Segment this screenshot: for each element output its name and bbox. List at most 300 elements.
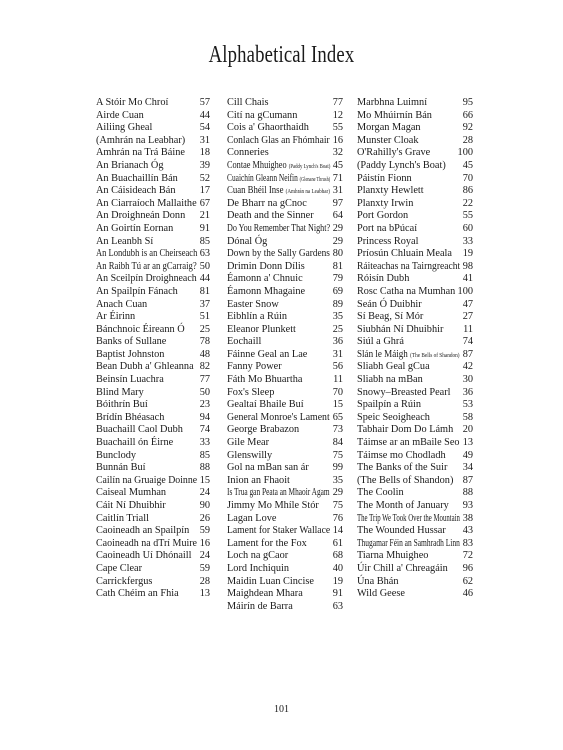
entry-title [96, 122, 152, 135]
entry-title [96, 311, 135, 324]
entry-title-text: Carrickfergus [96, 575, 153, 587]
entry-title [96, 576, 152, 589]
index-entry [227, 399, 343, 412]
entry-title [227, 210, 314, 223]
entry-title [96, 487, 166, 500]
index-entry [96, 286, 210, 299]
entry-title-text: Maighdean Mhara [227, 588, 303, 600]
entry-title [227, 286, 305, 299]
entry-page: 81 [199, 285, 210, 297]
entry-title [96, 185, 176, 198]
index-entry [96, 450, 210, 463]
entry-title-text: Easter Snow [227, 298, 279, 310]
entry-title [357, 122, 421, 135]
entry-title-text: Down by the Sally Gardens [227, 248, 330, 260]
entry-title [96, 462, 145, 475]
index-entry [357, 450, 473, 463]
entry-title [227, 487, 330, 500]
entry-page: 25 [332, 323, 343, 335]
index-entry [357, 487, 473, 500]
index-entry [96, 387, 210, 400]
entry-page: 75 [332, 449, 343, 461]
entry-title-text: Caiseal Mumhan [96, 487, 167, 499]
entry-title-text: Cuaichín Gleann Neifin [227, 172, 298, 184]
index-entry [227, 462, 343, 475]
entry-title [227, 185, 330, 199]
index-entry [227, 223, 343, 236]
entry-page: 78 [199, 336, 210, 348]
index-entry [227, 311, 343, 324]
entry-title-text: Fox's Sleep [227, 386, 275, 398]
entry-page: 44 [199, 109, 210, 121]
entry-page: 48 [199, 348, 210, 360]
entry-page: 13 [462, 437, 473, 449]
entry-page: 79 [332, 273, 343, 285]
entry-title [227, 222, 331, 236]
index-entry [357, 399, 473, 412]
entry-title [357, 110, 432, 123]
entry-title [96, 474, 198, 488]
index-entry [227, 588, 343, 601]
entry-page: 64 [332, 210, 343, 222]
entry-title-text: The Banks of the Suir [357, 462, 448, 474]
entry-title [227, 349, 307, 362]
entry-title [96, 110, 144, 123]
entry-title-text: Jimmy Mo Mhíle Stór [227, 500, 319, 511]
entry-page: 86 [462, 185, 473, 197]
entry-title-text: Princess Royal [357, 235, 419, 247]
entry-title-text: Sliabh Geal gCua [357, 361, 430, 373]
entry-page: 45 [462, 159, 473, 171]
entry-title-text: (Amhrán na Leabhar) [96, 134, 186, 146]
index-entry [357, 273, 473, 286]
entry-title-text: Wild Geese [357, 588, 405, 600]
index-entry [227, 538, 343, 551]
entry-title [96, 210, 185, 223]
entry-title-text: Fáth Mo Bhuartha [227, 374, 303, 386]
index-entry [96, 324, 210, 337]
entry-page: 33 [462, 235, 473, 247]
entry-title-text: The Trip We Took Over the Mountain [357, 512, 460, 524]
index-entry [357, 513, 473, 526]
entry-page: 46 [462, 588, 473, 600]
entry-page: 95 [462, 97, 473, 108]
entry-title [357, 324, 443, 337]
entry-title-text: An Ciarraíoch Mallaithe [96, 197, 197, 209]
page-number: 101 [274, 704, 289, 715]
index-entry [357, 97, 473, 110]
entry-title-text: Sliabh na mBan [357, 374, 423, 386]
entry-title-text: Ailiing Gheal [96, 122, 153, 134]
index-entry [96, 299, 210, 312]
entry-page: 67 [199, 197, 210, 209]
entry-page: 56 [332, 361, 343, 373]
entry-title [227, 513, 276, 526]
index-entry [227, 236, 343, 249]
entry-title [227, 525, 331, 538]
entry-title [96, 173, 178, 186]
entry-title-text: Brídín Bhéasach [96, 411, 165, 423]
index-entry [357, 374, 473, 387]
index-entry [227, 487, 343, 500]
entry-page: 45 [332, 159, 343, 171]
entry-page: 21 [199, 210, 210, 222]
entry-title [96, 248, 198, 261]
entry-page: 15 [332, 399, 343, 411]
entry-page: 76 [332, 512, 343, 524]
entry-title-text: Cill Chais [227, 97, 269, 108]
index-entry [227, 147, 343, 160]
entry-page: 66 [462, 109, 473, 121]
entry-title [96, 97, 168, 110]
entry-title [357, 97, 427, 110]
entry-title [227, 236, 267, 249]
entry-note: (The Bells of Shandon) [410, 352, 460, 359]
index-entry [227, 349, 343, 362]
entry-title [96, 588, 179, 601]
index-entry [227, 210, 343, 223]
entry-title-text: Cape Clear [96, 562, 143, 574]
entry-page: 18 [199, 147, 210, 159]
entry-title-text: Cath Chéim an Fhia [96, 588, 179, 600]
index-entry [357, 525, 473, 538]
entry-page: 22 [462, 197, 473, 209]
entry-page: 98 [462, 260, 473, 272]
entry-page: 14 [332, 525, 343, 537]
entry-title-text: Munster Cloak [357, 134, 419, 146]
entry-title-text: Planxty Irwin [357, 197, 414, 209]
entry-title-text: Caoineadh an Spailpín [96, 525, 190, 537]
entry-page: 70 [332, 386, 343, 398]
entry-note: (Amhrán na Leabhar) [285, 189, 330, 196]
index-column-3 [357, 97, 473, 601]
entry-title-text: Gol na mBan san ár [227, 462, 309, 474]
entry-title-text: Rosc Catha na Mumhan [357, 285, 456, 297]
entry-title-text: Táimse mo Chodladh [357, 449, 446, 461]
index-entry [96, 475, 210, 488]
entry-page: 75 [332, 500, 343, 511]
index-entry [357, 198, 473, 211]
entry-title [227, 462, 309, 475]
entry-page: 44 [199, 273, 210, 285]
index-entry [96, 173, 210, 186]
entry-title [357, 525, 446, 538]
entry-page: 20 [462, 424, 473, 436]
entry-page: 62 [462, 575, 473, 587]
entry-title-text: Bean Dubh a' Ghleanna [96, 361, 194, 373]
entry-title-text: Morgan Magan [357, 122, 421, 134]
entry-title [227, 550, 288, 563]
entry-page: 27 [462, 311, 473, 323]
entry-title-text: Port na bPúcaí [357, 222, 418, 234]
entry-note: (Paddy Lynch's Boat) [288, 163, 331, 170]
entry-title-text: Úir Chill a' Chreagáin [357, 562, 448, 574]
index-entry [357, 349, 473, 362]
entry-title [357, 399, 421, 412]
index-entry [357, 588, 473, 601]
index-entry [96, 135, 210, 148]
entry-title-text: George Brabazon [227, 424, 300, 436]
entry-title-text: Dónal Óg [227, 235, 268, 247]
index-entry [227, 361, 343, 374]
index-entry [357, 122, 473, 135]
entry-page: 85 [199, 449, 210, 461]
entry-title [357, 550, 428, 563]
entry-title-text: Mo Mhúirnín Bán [357, 109, 432, 121]
index-entry [357, 299, 473, 312]
index-entry [227, 387, 343, 400]
entry-title [357, 160, 446, 173]
entry-title-text: Airde Cuan [96, 109, 144, 121]
index-entry [96, 311, 210, 324]
entry-title-text: Loch na gCaor [227, 550, 289, 562]
entry-title [357, 147, 430, 160]
entry-title [96, 198, 197, 211]
entry-title-text: Tiarna Mhuigheo [357, 550, 429, 562]
index-entry [96, 500, 210, 513]
entry-page: 16 [199, 537, 210, 549]
entry-page: 87 [462, 348, 473, 360]
index-entry [96, 563, 210, 576]
entry-title [227, 450, 272, 463]
entry-title [357, 374, 423, 387]
index-entry [227, 513, 343, 526]
entry-title [357, 135, 419, 148]
entry-title [227, 324, 296, 337]
entry-title-text: Death and the Sinner [227, 210, 314, 222]
entry-title [357, 273, 409, 286]
entry-title [227, 336, 261, 349]
index-entry [96, 122, 210, 135]
entry-title [227, 172, 331, 187]
entry-title-text: An Brianach Óg [96, 159, 164, 171]
entry-title [357, 487, 404, 500]
entry-title [227, 475, 290, 488]
entry-title-text: General Monroe's Lament [227, 411, 330, 423]
entry-title-text: Contae Mhuigheo [227, 159, 287, 171]
entry-page: 33 [199, 437, 210, 449]
index-entry [96, 97, 210, 110]
index-column-1 [96, 97, 210, 601]
entry-title-text: Lament for the Fox [227, 537, 307, 549]
entry-page: 41 [462, 273, 473, 285]
entry-page: 90 [199, 500, 210, 511]
entry-title-text: Éamonn a' Chnuic [227, 273, 303, 285]
entry-page: 100 [457, 147, 473, 159]
entry-page: 80 [332, 248, 343, 260]
index-entry [96, 525, 210, 538]
entry-title [227, 261, 305, 274]
entry-title-text: Bunnán Buí [96, 462, 146, 474]
index-entry [357, 210, 473, 223]
entry-page: 19 [332, 575, 343, 587]
entry-title [96, 537, 197, 551]
entry-title-text: The Wounded Hussar [357, 525, 446, 537]
entry-title [96, 299, 147, 312]
index-entry [96, 588, 210, 601]
entry-title-text: Cáit Ní Dhuibhir [96, 500, 166, 511]
index-entry [96, 462, 210, 475]
entry-title [96, 324, 185, 337]
entry-title-text: An Londubh is an Cheirseach [96, 248, 198, 260]
entry-title-text: Eleanor Plunkett [227, 323, 296, 335]
entry-title-text: Spailpín a Rúin [357, 399, 422, 411]
entry-title [357, 475, 453, 488]
entry-page: 11 [463, 323, 473, 335]
index-entry [96, 399, 210, 412]
entry-page: 93 [462, 500, 473, 511]
index-entry [96, 550, 210, 563]
entry-title [357, 336, 404, 349]
index-entry [357, 261, 473, 274]
entry-title-text: Baptist Johnston [96, 348, 165, 360]
index-entry [357, 424, 473, 437]
entry-page: 43 [462, 525, 473, 537]
index-entry [227, 160, 343, 173]
entry-title-text: Beinsín Luachra [96, 374, 164, 386]
index-entry [227, 97, 343, 110]
entry-title [227, 361, 282, 374]
entry-title [96, 260, 197, 274]
index-entry [357, 500, 473, 513]
entry-title-text: Planxty Hewlett [357, 185, 424, 197]
entry-page: 91 [199, 222, 210, 234]
entry-title [357, 223, 417, 236]
entry-title-text: Ar Éirinn [96, 311, 136, 323]
entry-title [357, 173, 412, 186]
entry-page: 34 [462, 462, 473, 474]
entry-page: 51 [199, 311, 210, 323]
entry-note: (Glenane Thrush) [299, 176, 331, 183]
index-entry [96, 273, 210, 286]
entry-page: 23 [199, 399, 210, 411]
entry-title-text: An Spailpín Fánach [96, 285, 178, 297]
entry-title-text: Speic Seoigheach [357, 411, 430, 423]
entry-title-text: Éamonn Mhagaine [227, 285, 306, 297]
entry-title [227, 399, 304, 412]
index-entry [96, 210, 210, 223]
entry-title [357, 412, 430, 425]
entry-title [96, 450, 136, 463]
index-entry [227, 110, 343, 123]
index-entry [357, 286, 473, 299]
index-entry [96, 576, 210, 589]
entry-title-text: Anach Cuan [96, 298, 148, 310]
index-entry [357, 475, 473, 488]
entry-page: 68 [332, 550, 343, 562]
entry-title [96, 160, 163, 173]
index-entry [227, 525, 343, 538]
index-entry [96, 147, 210, 160]
entry-title-text: Conneries [227, 147, 269, 159]
entry-title [357, 576, 398, 589]
entry-title [357, 198, 413, 211]
index-entry [227, 135, 343, 148]
entry-title-text: (Paddy Lynch's Boat) [357, 159, 446, 171]
entry-title-text: An Droighneán Donn [96, 210, 186, 222]
entry-title [227, 134, 330, 148]
index-entry [96, 361, 210, 374]
index-entry [96, 236, 210, 249]
entry-page: 31 [332, 348, 343, 360]
index-entry [357, 147, 473, 160]
entry-title-text: Caoineadh Uí Dhónaill [96, 550, 192, 562]
index-entry [357, 462, 473, 475]
entry-page: 97 [332, 197, 343, 209]
entry-page: 24 [199, 487, 210, 499]
entry-title-text: Thugamar Féin an Samhradh Linn [357, 537, 460, 549]
entry-page: 26 [199, 512, 210, 524]
index-entry [357, 576, 473, 589]
index-entry [96, 336, 210, 349]
entry-title [357, 387, 451, 400]
entry-page: 11 [333, 374, 343, 386]
index-entry [357, 135, 473, 148]
index-entry [357, 311, 473, 324]
index-entry [227, 248, 343, 261]
entry-page: 30 [462, 374, 473, 386]
entry-page: 72 [462, 550, 473, 562]
index-entry [227, 261, 343, 274]
entry-title-text: Caitlín Triall [96, 512, 149, 524]
entry-page: 54 [199, 122, 210, 134]
entry-page: 57 [199, 97, 210, 108]
entry-title [96, 135, 185, 148]
entry-page: 28 [199, 575, 210, 587]
entry-title-text: Ráiteachas na Tairngreacht [357, 260, 461, 272]
entry-title-text: An Cáisideach Bán [96, 185, 176, 197]
index-entry [96, 412, 210, 425]
entry-title [96, 550, 192, 563]
entry-title [357, 260, 461, 274]
entry-title [357, 450, 446, 463]
entry-title-text: An Buachaillín Bán [96, 172, 178, 184]
entry-page: 84 [332, 437, 343, 449]
entry-title-text: Páistín Fionn [357, 172, 412, 184]
index-entry [227, 324, 343, 337]
entry-title-text: Cuan Bhéil Inse [227, 185, 284, 197]
entry-title-text: Fanny Power [227, 361, 282, 373]
entry-title-text: De Bharr na gCnoc [227, 197, 307, 209]
entry-page: 94 [199, 411, 210, 423]
entry-page: 17 [199, 185, 210, 197]
entry-title [96, 236, 153, 249]
index-entry [96, 223, 210, 236]
entry-title [227, 563, 289, 576]
entry-page: 89 [332, 298, 343, 310]
entry-page: 29 [332, 487, 343, 499]
entry-title-text: Eibhlín a Rúin [227, 311, 288, 323]
entry-title-text: Snowy–Breasted Pearl [357, 386, 451, 398]
entry-page: 87 [462, 474, 473, 486]
entry-title [96, 349, 164, 362]
entry-page: 91 [332, 588, 343, 600]
index-entry [227, 374, 343, 387]
entry-title-text: An Sceilpín Droighneach [96, 273, 197, 285]
index-entry [227, 173, 343, 186]
entry-title-text: An Goirtín Eornan [96, 222, 174, 234]
entry-page: 61 [332, 537, 343, 549]
entry-title [357, 537, 460, 551]
index-entry [227, 299, 343, 312]
entry-page: 74 [462, 336, 473, 348]
index-entry [357, 110, 473, 123]
entry-title [227, 601, 293, 614]
entry-title-text: Lament for Staker Wallace [227, 525, 331, 537]
entry-title [357, 437, 459, 450]
entry-page: 50 [199, 386, 210, 398]
index-entry [96, 248, 210, 261]
